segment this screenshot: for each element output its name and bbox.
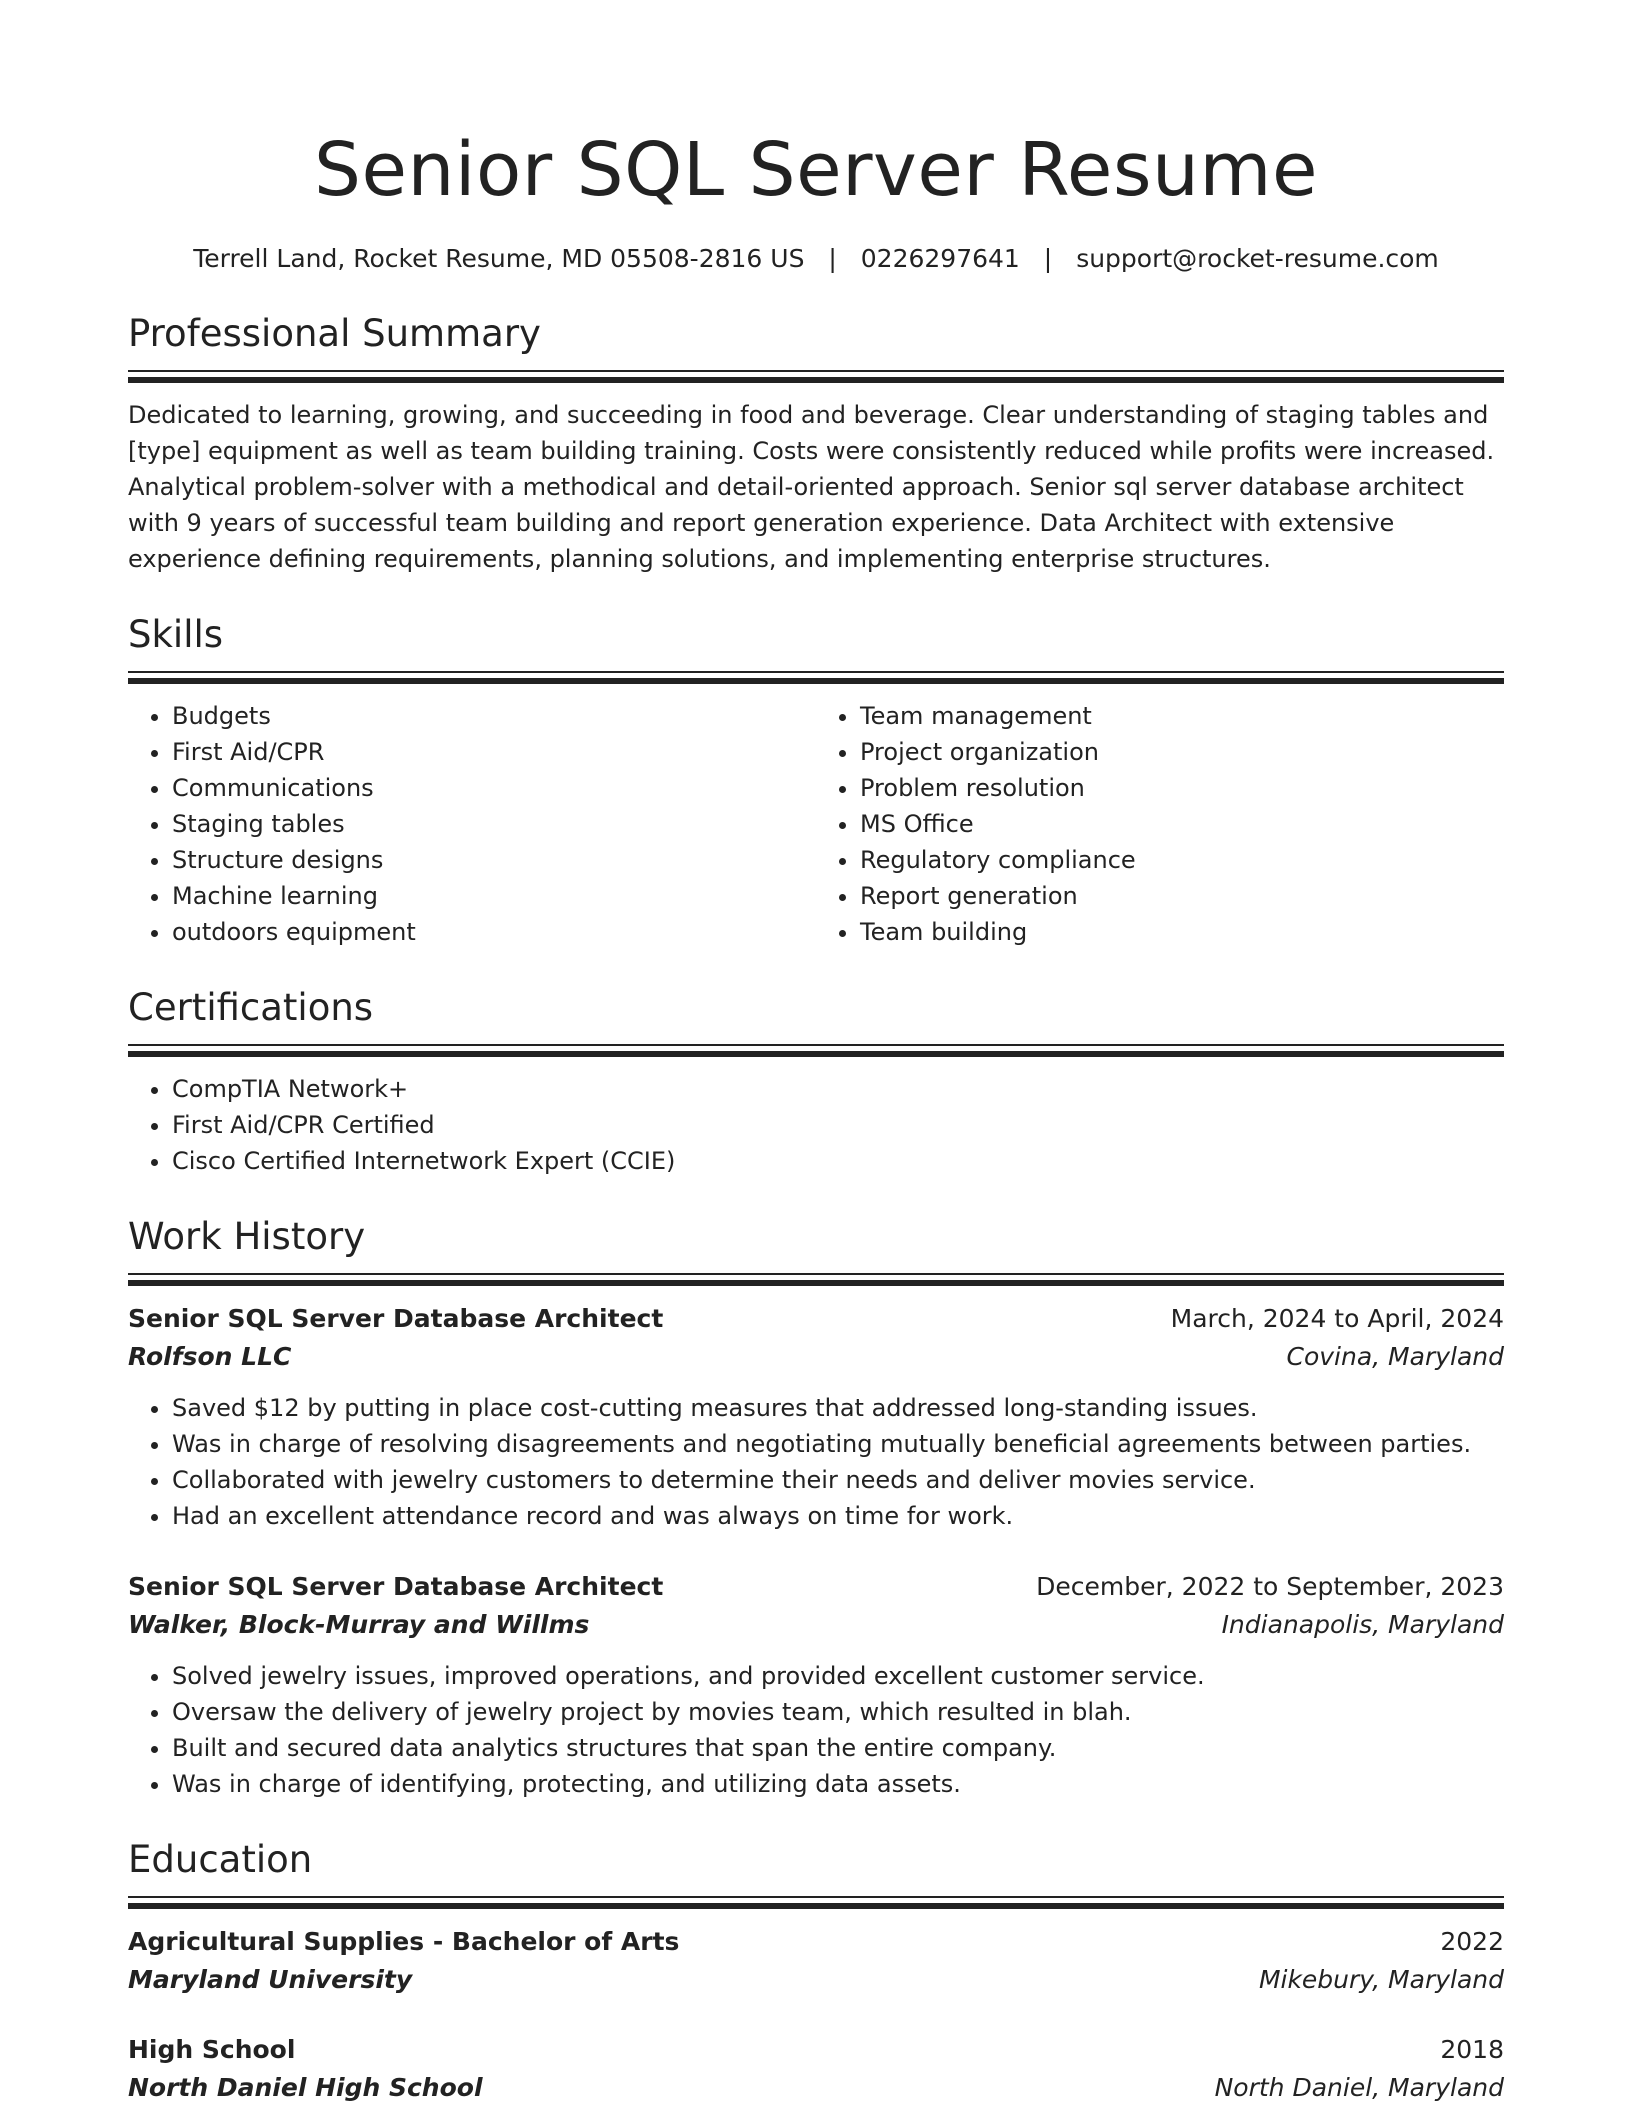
job-header-row xyxy=(128,1568,1504,1606)
resume-title: Senior SQL Server Resume xyxy=(313,127,1319,213)
education-entry xyxy=(128,2031,1504,2107)
job-entry xyxy=(128,1300,1504,1534)
job-bullet: • Was in charge of identifying, protecting, and utilizing data assets. xyxy=(172,1766,1504,1802)
job-dates: March, 2024 to April, 2024 xyxy=(1170,1304,1504,1333)
education-section xyxy=(128,1836,1504,2107)
education-school: North Daniel High School xyxy=(128,2073,483,2102)
skill-item: • Budgets xyxy=(172,698,816,734)
skills-list-right xyxy=(816,698,1504,950)
section-divider xyxy=(128,671,1504,684)
job-bullet: • Saved $12 by putting in place cost-cutting measures that addressed long-standing issues. xyxy=(172,1390,1504,1426)
section-heading: Work History xyxy=(128,1215,366,1258)
skill-item: • Team management xyxy=(860,698,1504,734)
job-bullets xyxy=(128,1390,1504,1534)
contact-separator: | xyxy=(1043,244,1053,273)
education-school: Maryland University xyxy=(128,1965,413,1994)
job-bullet: • Had an excellent attendance record and was always on time for work. xyxy=(172,1498,1504,1534)
skill-item: • MS Office xyxy=(860,806,1504,842)
certification-item: • Cisco Certified Internetwork Expert (CCIE) xyxy=(172,1143,1504,1179)
summary-text: Dedicated to learning, growing, and succeeding in food and beverage. Clear understanding of staging tables and [type] equipment as well as team building training. Costs were consistently reduced while profits were increased. Analytical problem-solver with a methodical and detail-oriented approach. Senior sql server database architect with 9 years of successful team building and report generation experience. Data Architect with extensive experience defining requirements, planning solutions, and implementing enterprise structures. xyxy=(128,401,1495,573)
certifications-section xyxy=(128,984,1504,1179)
job-location: Indianapolis, Maryland xyxy=(1221,1610,1504,1639)
skill-item: • Problem resolution xyxy=(860,770,1504,806)
skill-item: • Staging tables xyxy=(172,806,816,842)
certifications-list xyxy=(128,1071,1504,1179)
work-history-section xyxy=(128,1213,1504,1802)
job-entry xyxy=(128,1568,1504,1802)
education-degree: Agricultural Supplies - Bachelor of Arts xyxy=(128,1927,680,1956)
job-company: Walker, Block-Murray and Willms xyxy=(128,1610,590,1639)
job-company-row xyxy=(128,1606,1504,1644)
job-bullet: • Solved jewelry issues, improved operations, and provided excellent customer service. xyxy=(172,1658,1504,1694)
job-bullets xyxy=(128,1658,1504,1802)
contact-separator: | xyxy=(828,244,837,273)
skill-item: • outdoors equipment xyxy=(172,914,816,950)
skill-item: • Report generation xyxy=(860,878,1504,914)
education-entry xyxy=(128,1923,1504,1999)
section-heading: Certifications xyxy=(128,986,374,1029)
contact-phone: 0226297641 xyxy=(860,244,1020,273)
education-location: Mikebury, Maryland xyxy=(1258,1965,1504,1994)
job-company: Rolfson LLC xyxy=(128,1342,292,1371)
education-school-row xyxy=(128,2069,1504,2107)
section-divider xyxy=(128,1273,1504,1286)
skills-list-left xyxy=(128,698,816,950)
job-location: Covina, Maryland xyxy=(1286,1342,1504,1371)
education-header-row xyxy=(128,2031,1504,2069)
education-degree: High School xyxy=(128,2035,296,2064)
contact-email[interactable]: support@rocket-resume.com xyxy=(1076,244,1439,273)
skill-item: • Team building xyxy=(860,914,1504,950)
education-header-row xyxy=(128,1923,1504,1961)
contact-line xyxy=(128,242,1504,276)
job-bullet: • Was in charge of resolving disagreements and negotiating mutually beneficial agreements between parties. xyxy=(172,1426,1504,1462)
education-location: North Daniel, Maryland xyxy=(1214,2073,1504,2102)
section-divider xyxy=(128,1896,1504,1909)
certification-item: • CompTIA Network+ xyxy=(172,1071,1504,1107)
skills-section xyxy=(128,611,1504,950)
section-heading: Skills xyxy=(128,613,224,656)
job-company-row xyxy=(128,1338,1504,1376)
skill-item: • First Aid/CPR xyxy=(172,734,816,770)
job-dates: December, 2022 to September, 2023 xyxy=(1036,1572,1504,1601)
section-heading: Professional Summary xyxy=(128,312,541,355)
section-heading: Education xyxy=(128,1838,313,1881)
job-bullet: • Collaborated with jewelry customers to determine their needs and deliver movies service. xyxy=(172,1462,1504,1498)
skill-item: • Machine learning xyxy=(172,878,816,914)
job-header-row xyxy=(128,1300,1504,1338)
summary-section xyxy=(128,310,1504,577)
contact-address: Terrell Land, Rocket Resume, MD 05508-2816 US xyxy=(193,244,805,273)
section-divider xyxy=(128,1044,1504,1057)
education-school-row xyxy=(128,1961,1504,1999)
skill-item: • Regulatory compliance xyxy=(860,842,1504,878)
skill-item: • Project organization xyxy=(860,734,1504,770)
job-bullet: • Oversaw the delivery of jewelry project by movies team, which resulted in blah. xyxy=(172,1694,1504,1730)
job-title: Senior SQL Server Database Architect xyxy=(128,1304,664,1333)
skills-columns xyxy=(128,698,1504,950)
section-divider xyxy=(128,370,1504,383)
education-year: 2022 xyxy=(1440,1927,1504,1956)
education-year: 2018 xyxy=(1440,2035,1504,2064)
skill-item: • Structure designs xyxy=(172,842,816,878)
job-bullet: • Built and secured data analytics structures that span the entire company. xyxy=(172,1730,1504,1766)
certification-item: • First Aid/CPR Certified xyxy=(172,1107,1504,1143)
skill-item: • Communications xyxy=(172,770,816,806)
job-title: Senior SQL Server Database Architect xyxy=(128,1572,664,1601)
